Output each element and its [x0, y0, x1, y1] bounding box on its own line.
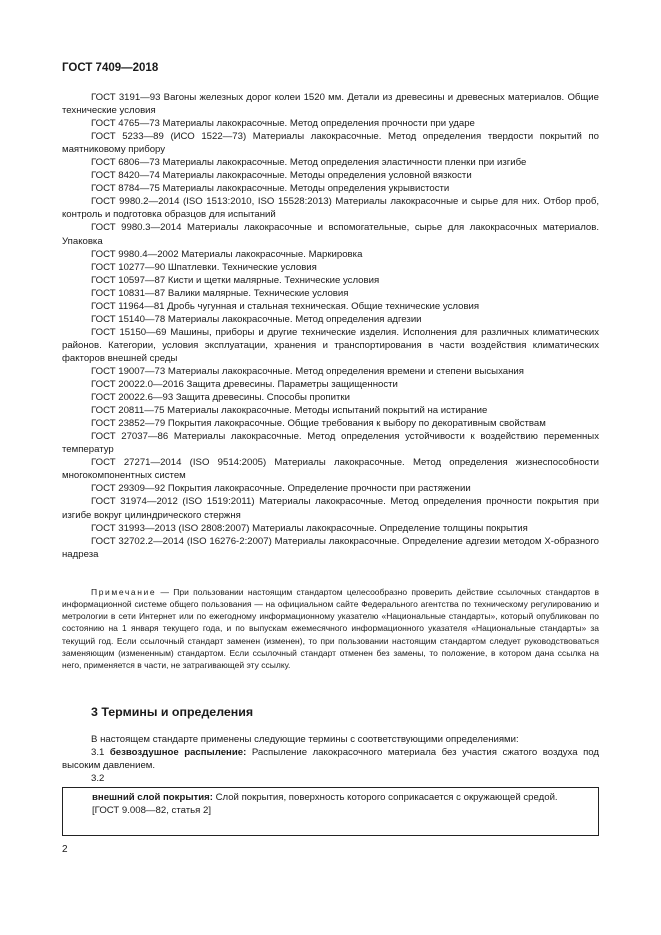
term-3-1	[62, 746, 599, 772]
note-label: Примечание	[91, 587, 157, 597]
reference-item: ГОСТ 5233—89 (ИСО 1522—73) Материалы лакокрасочные. Метод определения твердости покрытий по маятниковому прибору	[62, 131, 599, 156]
term-name: внешний слой покрытия:	[92, 792, 213, 803]
note-text: — При пользовании настоящим стандартом целесообразно проверить действие ссылочных стандартов в информационной системе общего пользования — на официальном сайте Федерального агентства по техническому регулированию и метрологии в сети Интернет или по ежегодному информационному указателю «Национальные стандарты», который опубликован по состоянию на 1 января текущего года, и по выпускам ежемесячного информационного указателя «Национальные стандарты» за текущий год. Если ссылочный стандарт заменен (изменен), то при пользовании настоящим стандартом следует руководствоваться заменяющим (измененным) стандартом. Если ссылочный стандарт отменен без замены, то положение, в котором дана ссылка на него, применяется в части, не затрагивающей эту ссылку.	[62, 587, 599, 670]
reference-item: ГОСТ 10597—87 Кисти и щетки малярные. Технические условия	[91, 274, 380, 286]
reference-item: ГОСТ 20811—75 Материалы лакокрасочные. Методы испытаний покрытий на истирание	[91, 405, 488, 417]
reference-item: ГОСТ 9980.4—2002 Материалы лакокрасочные. Маркировка	[91, 248, 363, 260]
term-source: [ГОСТ 9.008—82, статья 2]	[92, 805, 211, 817]
section-title: 3 Термины и определения	[91, 705, 254, 719]
normative-references-list	[62, 91, 599, 561]
term-definition-box	[62, 787, 599, 836]
reference-item: ГОСТ 31993—2013 (ISO 2808:2007) Материалы лакокрасочные. Определение толщины покрытия	[91, 522, 528, 534]
reference-item: ГОСТ 6806—73 Материалы лакокрасочные. Метод определения эластичности пленки при изгибе	[91, 157, 527, 169]
section-body	[62, 733, 599, 785]
reference-item: ГОСТ 10831—87 Валики малярные. Технические условия	[91, 287, 349, 299]
term-number: 3.1	[91, 747, 110, 759]
reference-item: ГОСТ 20022.0—2016 Защита древесины. Параметры защищенности	[91, 379, 398, 391]
reference-item: ГОСТ 15150—69 Машины, приборы и другие технические изделия. Исполнения для различных климатических районов. Категории, условия эксплуатации, хранения и транспортирования в части воздействия климатических факторов внешней среды	[62, 326, 599, 364]
document-header: ГОСТ 7409—2018	[62, 62, 159, 74]
reference-item: ГОСТ 32702.2—2014 (ISO 16276-2:2007) Материалы лакокрасочные. Определение адгезии методом Х-образного надреза	[62, 535, 599, 560]
page-number: 2	[62, 844, 68, 855]
note-paragraph	[62, 586, 599, 671]
term-3-2	[65, 791, 596, 804]
term-definition: Слой покрытия, поверхность которого соприкасается с окружающей средой.	[212, 792, 558, 803]
reference-item: ГОСТ 8784—75 Материалы лакокрасочные. Методы определения укрывистости	[91, 183, 450, 195]
reference-item: ГОСТ 9980.2—2014 (ISO 1513:2010, ISO 15528:2013) Материалы лакокрасочные и сырье для них. Отбор проб, контроль и подготовка образцов для испытаний	[62, 196, 599, 221]
term-name: безвоздушное распыление:	[109, 747, 247, 759]
reference-item: ГОСТ 20022.6—93 Защита древесины. Способы пропитки	[91, 392, 350, 404]
term-definition: Распыление лакокрасочного материала без участия сжатого воздуха под высоким давлением.	[62, 747, 600, 772]
reference-item: ГОСТ 15140—78 Материалы лакокрасочные. Метод определения адгезии	[91, 313, 422, 325]
reference-item: ГОСТ 9980.3—2014 Материалы лакокрасочные и вспомогательные, сырье для лакокрасочных материалов. Упаковка	[62, 222, 599, 247]
reference-item: ГОСТ 19007—73 Материалы лакокрасочные. Метод определения времени и степени высыхания	[91, 365, 524, 377]
note-block	[62, 586, 599, 671]
term-3-2-number: 3.2	[91, 773, 105, 785]
reference-item: ГОСТ 23852—79 Покрытия лакокрасочные. Общие требования к выбору по декоративным свойствам	[91, 418, 546, 430]
reference-item: ГОСТ 11964—81 Дробь чугунная и стальная техническая. Общие технические условия	[91, 300, 480, 312]
section-intro: В настоящем стандарте применены следующие термины с соответствующими определениями:	[91, 734, 519, 745]
reference-item: ГОСТ 4765—73 Материалы лакокрасочные. Метод определения прочности при ударе	[91, 118, 475, 130]
reference-item: ГОСТ 29309—92 Покрытия лакокрасочные. Определение прочности при растяжении	[91, 483, 471, 495]
reference-item: ГОСТ 8420—74 Материалы лакокрасочные. Методы определения условной вязкости	[91, 170, 472, 182]
reference-item: ГОСТ 3191—93 Вагоны железных дорог колеи 1520 мм. Детали из древесины и древесных материалов. Общие технические условия	[62, 92, 599, 117]
reference-item: ГОСТ 27271—2014 (ISO 9514:2005) Материалы лакокрасочные. Метод определения жизнеспособности многокомпонентных систем	[62, 457, 599, 482]
reference-item: ГОСТ 10277—90 Шпатлевки. Технические условия	[91, 261, 317, 273]
reference-item: ГОСТ 31974—2012 (ISO 1519:2011) Материалы лакокрасочные. Метод определения прочности покрытия при изгибе вокруг цилиндрического стержня	[62, 496, 599, 521]
reference-item: ГОСТ 27037—86 Материалы лакокрасочные. Метод определения устойчивости к воздействию переменных температур	[62, 431, 599, 456]
